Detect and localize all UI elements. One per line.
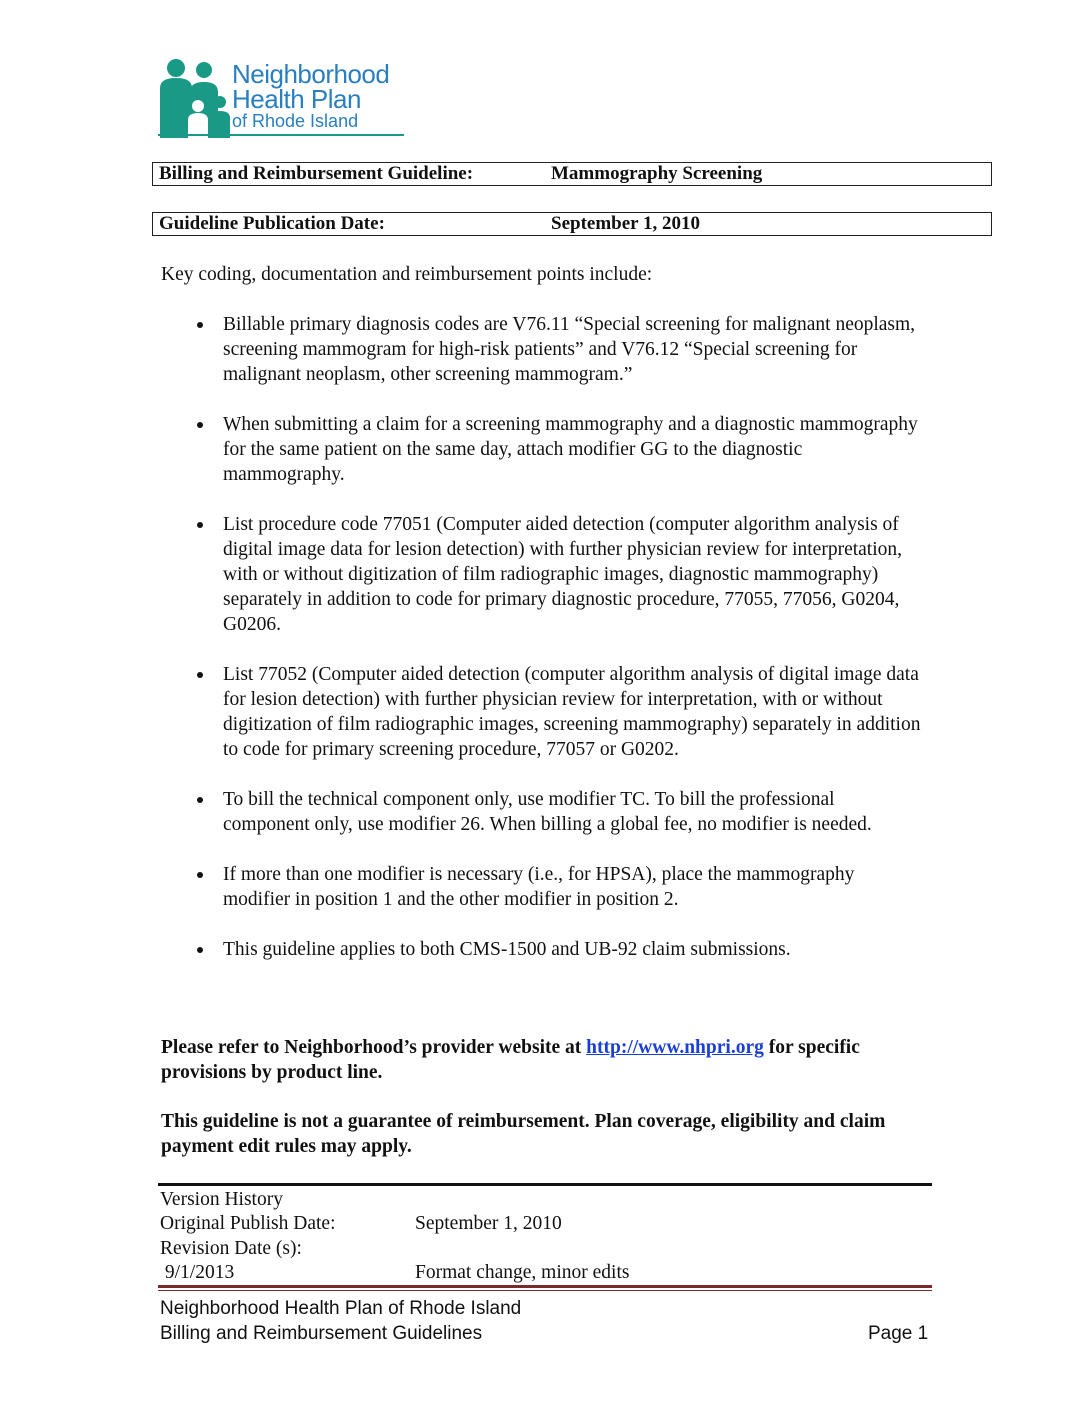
list-item: List 77052 (Computer aided detection (computer algorithm analysis of digital image data for lesion detection) with further physician review for interpretation, with or without digitization of film radiographic images, screening mammography) separately in addition to code for primary screening procedure, 77057 or G0202. bbox=[161, 662, 921, 762]
publication-date-box bbox=[152, 212, 992, 236]
revision-description: Format change, minor edits bbox=[415, 1262, 630, 1283]
family-figures-icon bbox=[158, 58, 238, 140]
list-item: List procedure code 77051 (Computer aided detection (computer algorithm analysis of digital image data for lesion detection) with further physician review for interpretation, with or without digitization of film radiographic images, diagnostic mammography) separately in addition to code for primary diagnostic procedure, 77055, 77056, G0204, G0206. bbox=[161, 512, 921, 637]
bullet-icon bbox=[197, 797, 203, 803]
footer-divider bbox=[158, 1285, 932, 1288]
original-publish-value: September 1, 2010 bbox=[415, 1213, 562, 1234]
list-item: To bill the technical component only, use modifier TC. To bill the professional component only, use modifier 26. When billing a global fee, no modifier is needed. bbox=[161, 787, 921, 837]
footer-document-series: Billing and Reimbursement Guidelines bbox=[160, 1323, 483, 1344]
logo-wordmark: Neighborhood Health Plan of Rhode Island bbox=[232, 59, 390, 131]
version-history-title: Version History bbox=[160, 1189, 283, 1210]
guideline-title-box bbox=[152, 162, 992, 186]
bullet-icon bbox=[197, 522, 203, 528]
list-item: This guideline applies to both CMS-1500 and UB-92 claim submissions. bbox=[161, 937, 921, 962]
provider-website-link[interactable]: http://www.nhpri.org bbox=[586, 1037, 764, 1058]
list-item: Billable primary diagnosis codes are V76.11 “Special screening for malignant neoplasm, screening mammogram for high-risk patients” and V76.12 “Special screening for malignant neoplasm, other screening mammogram.” bbox=[161, 312, 921, 387]
intro-text: Key coding, documentation and reimbursement points include: bbox=[161, 264, 653, 285]
bullet-icon bbox=[197, 947, 203, 953]
page-number: Page 1 bbox=[868, 1323, 929, 1344]
publication-date-label: Guideline Publication Date: bbox=[159, 213, 385, 234]
publication-date-value: September 1, 2010 bbox=[551, 213, 700, 234]
list-item: When submitting a claim for a screening mammography and a diagnostic mammography for the same patient on the same day, attach modifier GG to the diagnostic mammography. bbox=[161, 412, 921, 487]
list-item: If more than one modifier is necessary (i.e., for HPSA), place the mammography modifier in position 1 and the other modifier in position 2. bbox=[161, 862, 921, 912]
version-history-top-rule bbox=[158, 1183, 932, 1186]
revision-date-value: 9/1/2013 bbox=[160, 1262, 235, 1283]
bullet-icon bbox=[197, 422, 203, 428]
provider-website-note: Please refer to Neighborhood’s provider website at http://www.nhpri.org for specific provisions by product line. bbox=[161, 1037, 860, 1083]
bullet-icon bbox=[197, 672, 203, 678]
guideline-label: Billing and Reimbursement Guideline: bbox=[159, 163, 474, 184]
disclaimer-text: This guideline is not a guarantee of reimbursement. Plan coverage, eligibility and claim payment edit rules may apply. bbox=[161, 1111, 886, 1157]
footer-divider-thin bbox=[158, 1290, 932, 1291]
logo-underline bbox=[158, 134, 404, 136]
key-points-list bbox=[161, 312, 921, 987]
guideline-value: Mammography Screening bbox=[551, 163, 763, 184]
revision-date-label: Revision Date (s): bbox=[160, 1238, 302, 1259]
bullet-icon bbox=[197, 872, 203, 878]
bullet-icon bbox=[197, 322, 203, 328]
footer-organization: Neighborhood Health Plan of Rhode Island bbox=[160, 1298, 522, 1319]
original-publish-label: Original Publish Date: bbox=[160, 1213, 336, 1234]
